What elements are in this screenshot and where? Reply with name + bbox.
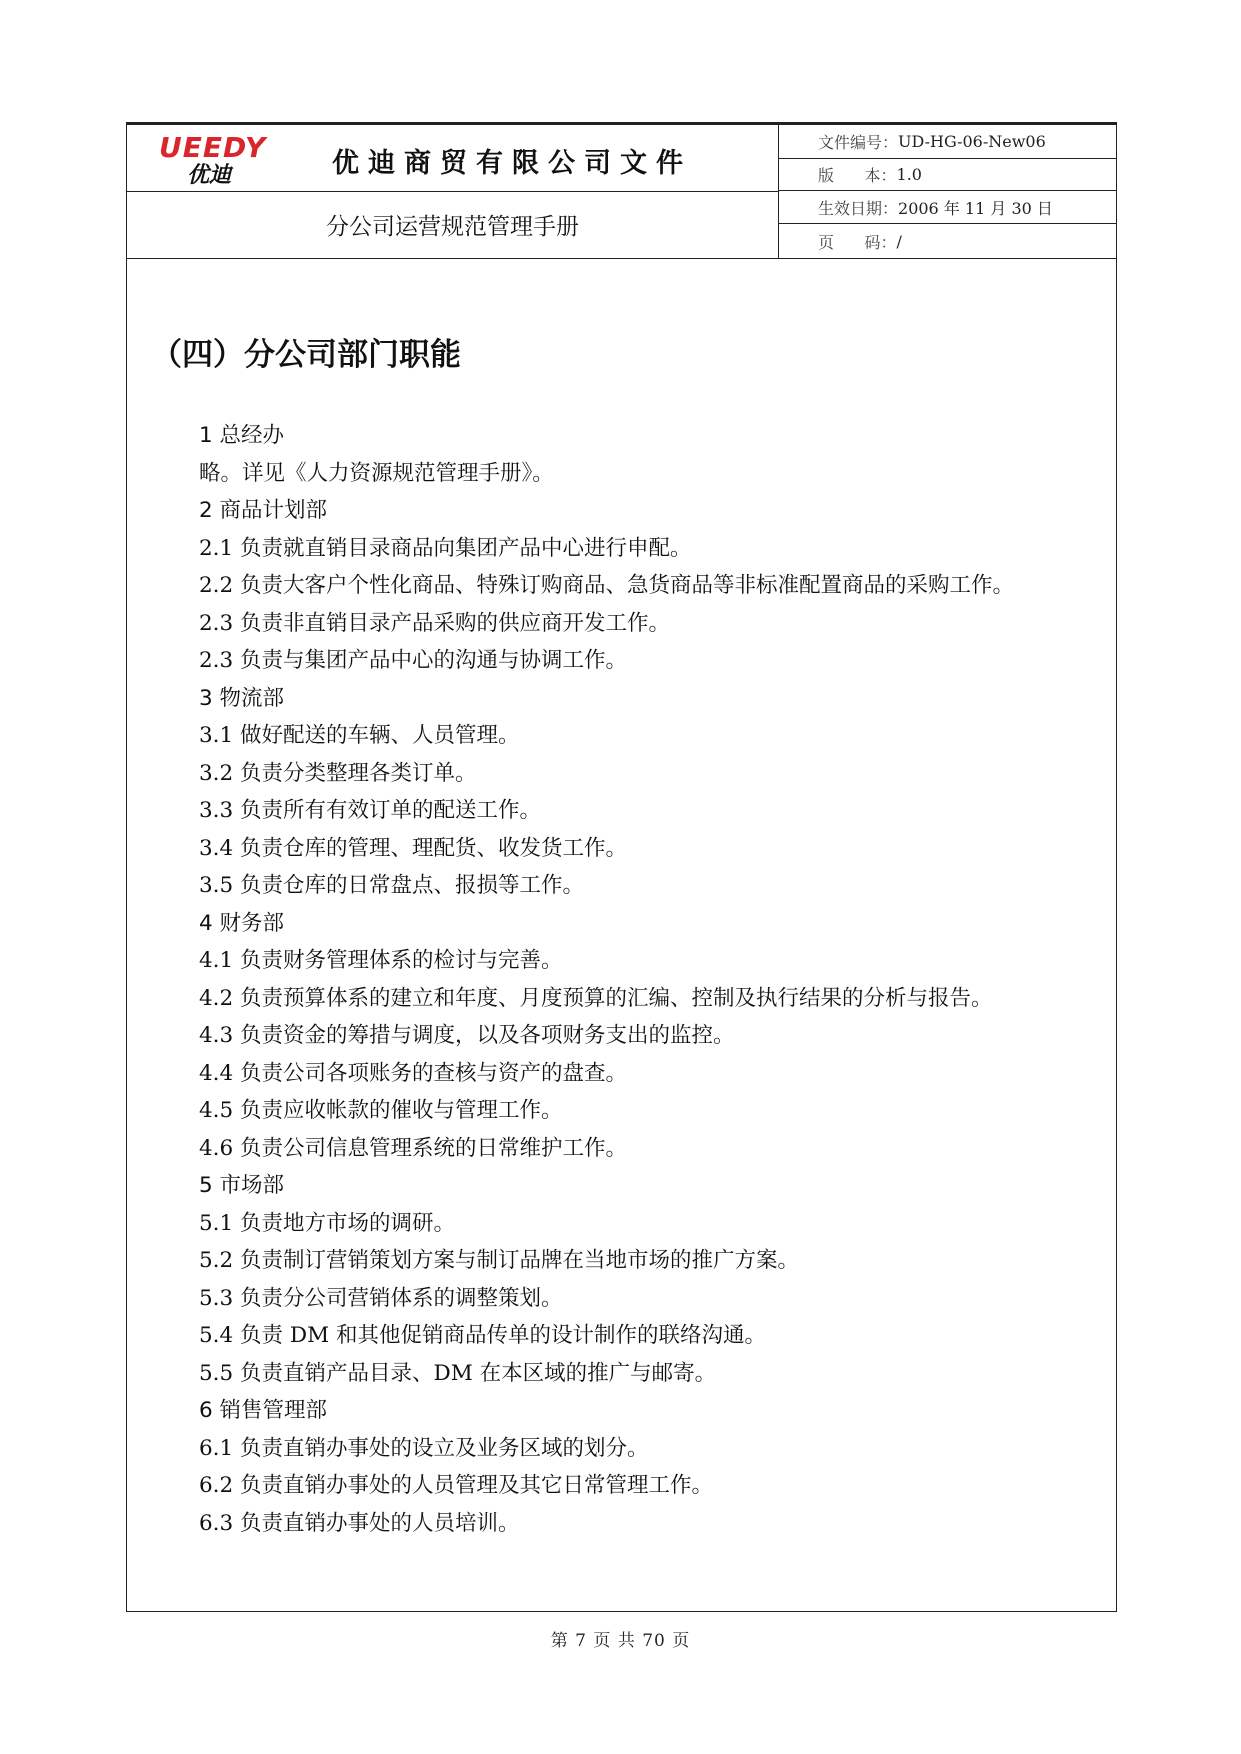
version-value: 1.0 (896, 165, 922, 184)
header-meta (779, 125, 1116, 258)
duty-item: 4.5 负责应收帐款的催收与管理工作。 (199, 1098, 563, 1123)
duty-item: 5.2 负责制订营销策划方案与制订品牌在当地市场的推广方案。 (199, 1248, 800, 1273)
duty-item: 5.3 负责分公司营销体系的调整策划。 (199, 1285, 563, 1311)
effective-date-row (779, 191, 1116, 224)
department-heading: 4 财务部 (199, 910, 285, 936)
duty-item: 4.1 负责财务管理体系的检讨与完善。 (199, 948, 563, 973)
svg-text:UEEDY: UEEDY (159, 131, 267, 164)
version-label: 版 本： (818, 166, 897, 185)
doc-number-row (779, 125, 1116, 159)
duty-item: 6.1 负责直销办事处的设立及业务区域的划分。 (199, 1435, 649, 1461)
duty-item: 3.4 负责仓库的管理、理配货、收发货工作。 (199, 835, 628, 861)
duty-item: 5.1 负责地方市场的调研。 (199, 1210, 456, 1236)
duty-item: 5.4 负责 DM 和其他促销商品传单的设计制作的联络沟通。 (199, 1323, 766, 1348)
manual-title: 分公司运营规范管理手册 (326, 214, 579, 240)
document-frame (126, 124, 1117, 1612)
doc-number-value: UD-HG-06-New06 (898, 132, 1046, 151)
svg-text:优迪: 优迪 (187, 163, 232, 187)
version-row (779, 159, 1116, 191)
duty-item: 2.1 负责就直销目录商品向集团产品中心进行申配。 (199, 535, 692, 561)
duty-item: 3.3 负责所有有效订单的配送工作。 (199, 798, 542, 823)
content-lines (151, 417, 1081, 1542)
page-code-label: 页 码： (818, 232, 897, 252)
page-footer: 第 7 页 共 70 页 (550, 1631, 691, 1651)
duty-item: 2.3 负责非直销目录产品采购的供应商开发工作。 (199, 610, 671, 636)
page-code-row (779, 224, 1116, 258)
duty-item: 5.5 负责直销产品目录、DM 在本区域的推广与邮寄。 (199, 1360, 717, 1386)
department-heading: 3 物流部 (199, 685, 285, 711)
page-code-value: / (896, 231, 902, 251)
company-logo (157, 131, 297, 187)
doc-number-label: 文件编号： (818, 133, 899, 152)
duty-item: 4.6 负责公司信息管理系统的日常维护工作。 (199, 1135, 628, 1161)
duty-item: 略。详见《人力资源规范管理手册》。 (199, 460, 554, 486)
duty-item: 6.3 负责直销办事处的人员培训。 (199, 1510, 520, 1536)
duty-item: 4.2 负责预算体系的建立和年度、月度预算的汇编、控制及执行结果的分析与报告。 (199, 985, 993, 1011)
department-heading: 5 市场部 (199, 1173, 285, 1198)
duty-item: 3.1 做好配送的车辆、人员管理。 (199, 723, 520, 748)
duty-item: 4.4 负责公司各项账务的查核与资产的盘查。 (199, 1060, 628, 1086)
effective-date-value: 2006 年 11 月 30 日 (898, 198, 1053, 218)
effective-date-label: 生效日期： (818, 198, 899, 218)
header-left (127, 125, 779, 258)
department-heading: 2 商品计划部 (199, 498, 328, 523)
duty-item: 4.3 负责资金的筹措与调度，以及各项财务支出的监控。 (199, 1023, 735, 1048)
company-name: 优迪商贸有限公司文件 (332, 148, 692, 179)
department-heading: 6 销售管理部 (199, 1398, 328, 1423)
duty-item: 6.2 负责直销办事处的人员管理及其它日常管理工作。 (199, 1473, 714, 1498)
duty-item: 3.2 负责分类整理各类订单。 (199, 760, 477, 786)
logo-row (127, 125, 778, 192)
duty-item: 3.5 负责仓库的日常盘点、报损等工作。 (199, 873, 585, 898)
department-heading: 1 总经办 (199, 423, 285, 448)
document-header (127, 125, 1116, 259)
duty-item: 2.2 负责大客户个性化商品、特殊订购商品、急货商品等非标准配置商品的采购工作。 (199, 573, 1015, 598)
duty-item: 2.3 负责与集团产品中心的沟通与协调工作。 (199, 648, 628, 673)
section-title: （四）分公司部门职能 (151, 337, 461, 373)
